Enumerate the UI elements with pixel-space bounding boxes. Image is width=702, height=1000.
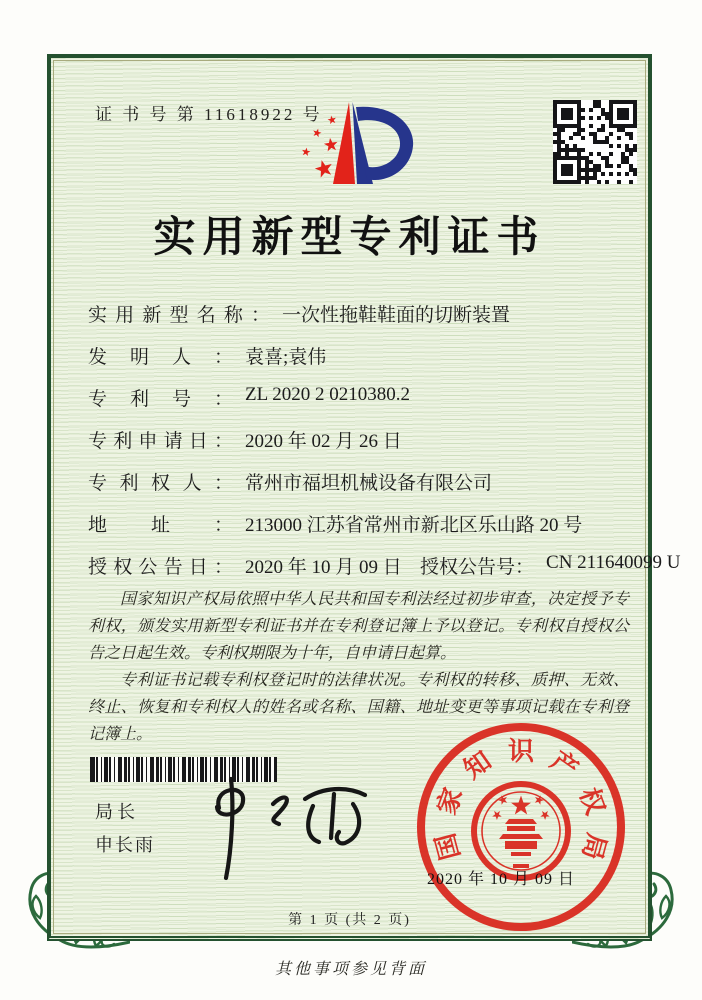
cnipa-logo: [287, 94, 425, 204]
seal-char: 局: [576, 830, 612, 863]
field-label: 专利申请日：: [88, 431, 233, 452]
field-value: 袁喜;袁伟: [245, 347, 327, 368]
field-value: 213000 江苏省常州市新北区乐山路 20 号: [245, 515, 583, 536]
field-label: 发明人：: [88, 347, 233, 368]
field-label: 授权公告日：: [88, 557, 233, 578]
certificate-title: 实用新型专利证书: [153, 215, 546, 261]
field-row-patentee: [88, 468, 492, 495]
field-row-name: [88, 300, 510, 327]
field-label: 专利权人：: [88, 473, 233, 494]
seal-char: 家: [431, 783, 469, 819]
logo-p-blue: [353, 102, 414, 184]
field-value: ZL 2020 2 0210380.2: [245, 384, 411, 405]
seal-char: 国: [430, 830, 466, 863]
legal-paragraph-1: 国家知识产权局依照中华人民共和国专利法经过初步审查，决定授予专利权，颁发实用新型专利证书并在专利登记簿上予以登记。专利权自授权公告之日起生效。专利权期限为十年，自申请日起算。: [88, 591, 629, 662]
field-value: 常州市福坦机械设备有限公司: [245, 473, 493, 494]
back-note: 其他事项参见背面: [274, 961, 427, 978]
qr-code: [553, 100, 637, 184]
seal-char: 识: [507, 737, 535, 766]
field-label: 地址：: [88, 515, 233, 536]
seal-date: 2020 年 10 月 09 日: [427, 871, 576, 888]
director-signature: [193, 774, 383, 884]
director-name: 申长雨: [95, 835, 155, 855]
seal-char: 知: [458, 745, 497, 785]
legal-paragraph-2: 专利证书记载专利权登记时的法律状况。专利权的转移、质押、无效、终止、恢复和专利权人的姓名或名称、国籍、地址变更等事项记载在专利登记簿上。: [88, 672, 629, 743]
field-row-filing-date: [88, 426, 402, 453]
agency-seal: [412, 718, 630, 936]
page-number: 第 1 页 (共 2 页): [288, 913, 411, 928]
field-row-inventor: [88, 342, 326, 369]
director-title: 局长: [95, 802, 139, 822]
field-label: 专利号：: [88, 389, 233, 410]
seal-char: 产: [545, 745, 584, 785]
field-row-grant: [88, 552, 681, 579]
field-label: 授权公告号：: [420, 557, 535, 578]
certificate-frame: [47, 54, 681, 941]
field-label: 实用新型名称：: [88, 305, 270, 326]
field-value: 一次性拖鞋鞋面的切断装置: [282, 305, 511, 326]
field-row-address: [88, 510, 582, 537]
seal-char: 权: [573, 783, 611, 819]
grant-number-pair: [420, 552, 680, 579]
field-value: 2020 年 02 月 26 日: [245, 431, 402, 452]
logo-stars: [301, 115, 338, 179]
national-emblem-icon: [474, 784, 568, 878]
certificate-number: 证 书 号 第 11618922 号: [95, 105, 323, 124]
field-row-patent-no: [88, 384, 410, 411]
field-value: 2020 年 10 月 09 日: [245, 557, 402, 578]
field-value: CN 211640099 U: [546, 552, 681, 573]
